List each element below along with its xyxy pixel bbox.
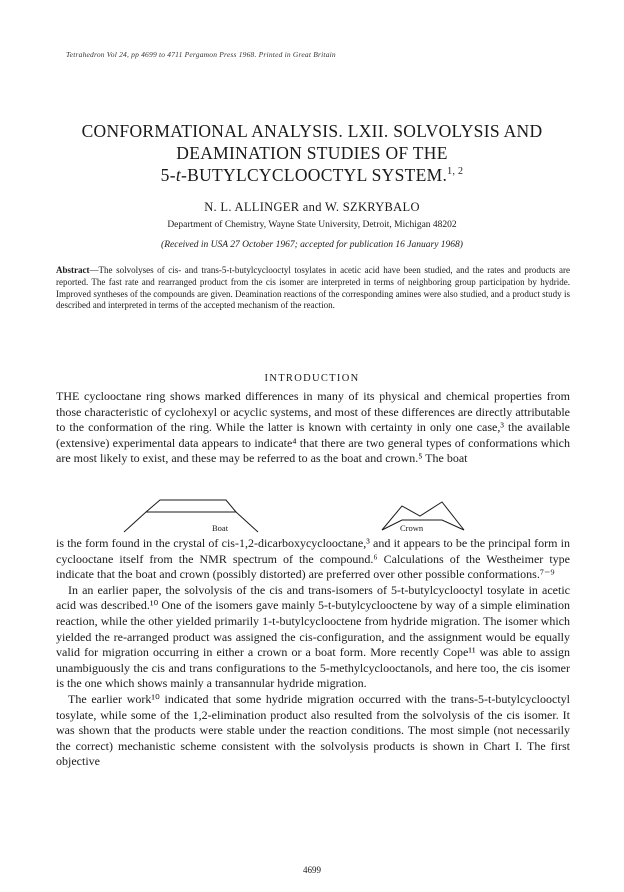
boat-conformation-drawing xyxy=(124,512,258,532)
title-line-3-post: -BUTYLCYCLOOCTYL SYSTEM. xyxy=(181,165,448,185)
title-line-3-pre: 5- xyxy=(160,165,176,185)
conformation-drawings xyxy=(120,496,520,536)
affiliation: Department of Chemistry, Wayne State University, Detroit, Michigan 48202 xyxy=(167,220,457,230)
page-number: 4699 xyxy=(303,865,321,875)
authors: N. L. ALLINGER and W. SZKRYBALO xyxy=(204,200,420,214)
boat-conformation-hull xyxy=(146,500,236,512)
intro-paragraph-1 xyxy=(56,389,570,467)
title-line-3-italic: t xyxy=(175,165,181,185)
title-line-2: DEAMINATION STUDIES OF THE xyxy=(176,143,448,163)
journal-citation: Tetrahedron Vol 24, pp 4699 to 4711 Pergamon Press 1968. Printed in Great Britain xyxy=(66,50,336,59)
section-heading-introduction: INTRODUCTION xyxy=(264,373,360,384)
conformation-figures xyxy=(120,496,520,536)
abstract-label: Abstract xyxy=(56,265,90,275)
intro-text-1: THE cyclooctane ring shows marked differences in many of its physical and chemical properties from those characteristic of cyclohexyl or acyclic systems, and most of these differences are directly attributable to the conformation of the ring. While the latter is known with certainty in only one case,³ the available (extensive) experimental data appears to indicate⁴ that there are two general types of conformations which are most likely to exist, and these may be referred to as the boat and crown.⁵ The boat xyxy=(56,389,570,466)
boat-label: Boat xyxy=(212,523,229,533)
received-date: (Received in USA 27 October 1967; accepted for publication 16 January 1968) xyxy=(161,240,463,250)
abstract-text: —The solvolyses of cis- and trans-5-t-butylcyclooctyl tosylates in acetic acid have been studied, and the rates and products are reported. The fast rate and rearranged product from the cis isomer are interpreted in terms of neighboring group participation by hydride. Improved syntheses of the compounds are given. Deamination reactions of the corresponding amines were also studied, and a product study is described and interpreted in terms of the accepted mechanism of the reaction. xyxy=(56,265,570,311)
title-footnote-marks: 1, 2 xyxy=(447,166,464,178)
crown-label: Crown xyxy=(400,523,424,533)
intro-text-4: The earlier work¹⁰ indicated that some hydride migration occurred with the trans-5-t-butylcyclooctyl tosylate, while some of the 1,2-elimination product also resulted from the solvolysis of the cis isomer. It was shown that the products were stable under the reaction conditions. The most simple (not necessarily the correct) mechanistic scheme consistent with the solvolysis products is shown in Chart I. The first objective xyxy=(56,691,570,769)
paper-title xyxy=(60,120,564,186)
title-line-1: CONFORMATIONAL ANALYSIS. LXII. SOLVOLYSIS AND xyxy=(81,121,543,141)
intro-text-2: is the form found in the crystal of cis-1,2-dicarboxycyclooctane,³ and it appears to be the principal form in cyclooctane itself from the NMR spectrum of the compound.⁶ Calculations of the Westheimer type indicate that the boat and crown (possibly distorted) are preferred over other possible conformations.⁷⁻⁹ xyxy=(56,536,570,582)
title-line-3 xyxy=(60,164,564,186)
intro-text-3: In an earlier paper, the solvolysis of the cis and trans-isomers of 5-t-butylcyclooctyl tosylate in acetic acid was described.¹⁰ One of the isomers gave mainly 5-t-butylcyclooctene by way of a simple elimination reaction, while the other yielded primarily 1-t-butylcyclooctene from hydride migration. The isomer which yielded the re-arranged product was assigned the cis-configuration, and the assignment would be equally valid for migration occurring in either a crown or a boat form. More recently Cope¹¹ was able to assign unambiguously the cis and trans configurations to the 5-methylcyclooctanols, and here too, the cis isomer is the one which shows mainly a transannular hydride migration. xyxy=(56,582,570,691)
abstract xyxy=(56,265,570,312)
intro-paragraphs-continued xyxy=(56,536,570,770)
